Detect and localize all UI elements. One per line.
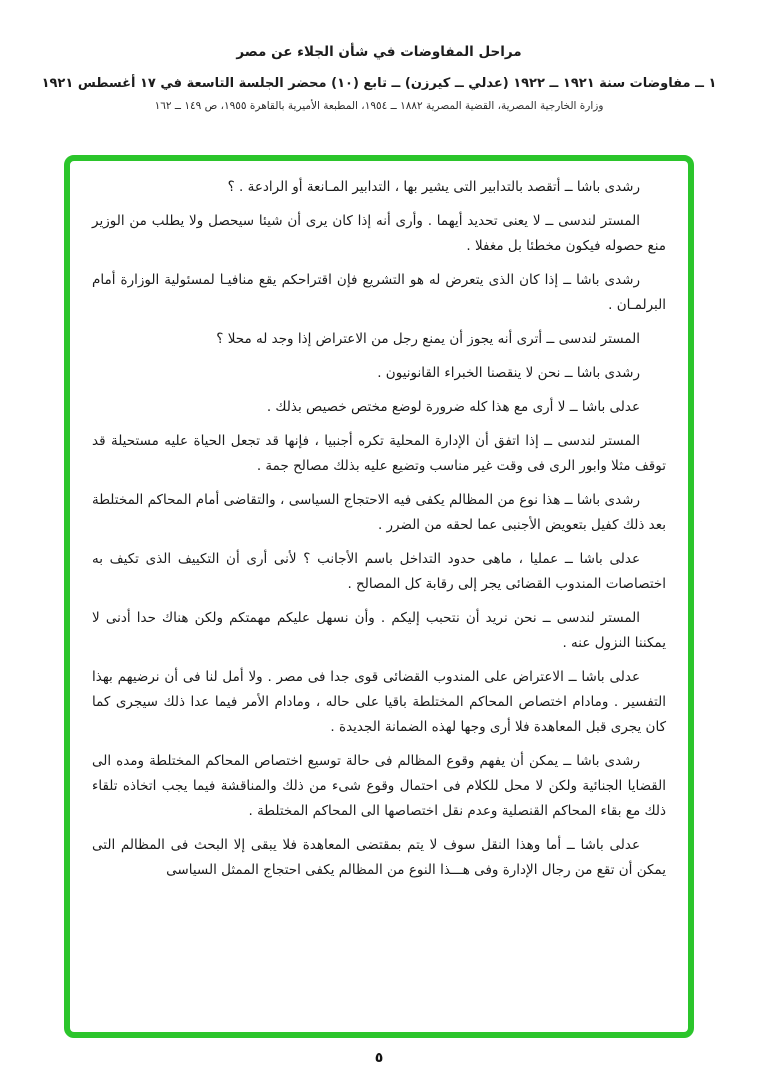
document-source-line: وزارة الخارجية المصرية، القضية المصرية ١٨٨٢ ــ ١٩٥٤، المطبعة الأميرية بالقاهرة ١٩٥٥، ص ١٤٩ ــ ١٦٢ — [154, 100, 604, 112]
speaker-name: عدلى باشا — [581, 399, 640, 415]
speaker-name: رشدى باشا — [576, 365, 640, 381]
dialogue-paragraph: عدلى باشا ــ لا أرى مع هذا كله ضرورة لوضع مختص خصيص بذلك . — [266, 399, 640, 415]
dialogue-paragraph: المستر لندسى ــ نحن نريد أن نتحبب إليكم . وأن نسهل عليكم مهمتكم ولكن هناك حدا أدنى لا يمكننا النزول عنه . — [92, 610, 666, 651]
dialogue-paragraph: رشدى باشا ــ أتقصد بالتدابير التى يشير بها ، التدابير المـانعة أو الرادعة . ؟ — [227, 179, 640, 195]
document-header — [0, 0, 758, 112]
speaker-name: عدلى باشا — [581, 669, 640, 685]
dialogue-paragraph: رشدى باشا ــ هذا نوع من المظالم يكفى فيه الاحتجاج السياسى ، والتقاضى أمام المحاكم المختلطة بعد ذلك كفيل بتعويض الأجنبى عما لحقه من الضرر . — [92, 492, 666, 533]
speaker-name: عدلى باشا — [580, 837, 640, 853]
speaker-name: المستر لندسى — [558, 331, 640, 347]
speaker-name: عدلى باشا — [579, 551, 641, 567]
dialogue-paragraph: المستر لندسى ــ لا يعنى تحديد أيهما . وأرى أنه إذا كان يرى أن شيئا سيحصل ولا يطلب من الوزير منع حصوله فيكون مخطئا بل مغفلا . — [92, 213, 666, 254]
document-subtitle: ١ ــ مفاوضات سنة ١٩٢١ ــ ١٩٢٢ (عدلي ــ كيرزن) ــ تابع (١٠) محضر الجلسة التاسعة في ١٧ أغسطس ١٩٢١ — [41, 76, 717, 91]
dialogue-paragraph: عدلى باشا ــ الاعتراض على المندوب القضائى قوى جدا فى مصر . ولا أمل لنا فى أن نرضيهم بهذا التفسير . ومادام اختصاص المحاكم المختلطة باقيا على حاله ، ومادام الأمر فيما عدا ذلك سيجرى كما كان يجرى قبل المعاهدة فلا أرى وجها لهذه الضمانة الجديدة . — [92, 669, 666, 735]
speaker-name: المستر لندسى — [558, 213, 640, 229]
dialogue-paragraph: رشدى باشا ــ نحن لا ينقصنا الخبراء القانونيون . — [377, 365, 640, 381]
document-title: مراحل المفاوضات في شأن الجلاء عن مصر — [236, 44, 522, 60]
dialogue-paragraph: رشدى باشا ــ إذا كان الذى يتعرض له هو التشريع فإن اقتراحكم يقع منافيـا لمسئولية الوزارة أمام البرلمـان . — [92, 272, 666, 313]
dialogue-paragraph: المستر لندسى ــ إذا اتفق أن الإدارة المحلية تكره أجنبيا ، فإنها قد تجعل الحياة عليه مستحيلة قد توقف مثلا وابور الرى فى وقت غير مناسب وتضيع عليه بذلك مصالح جمة . — [92, 433, 666, 474]
dialogue-paragraph: رشدى باشا ــ يمكن أن يفهم وقوع المظالم فى حالة توسيع اختصاص المحاكم المختلطة ومده الى القضايا الجنائية ولكن لا محل للكلام فى احتمال وقوع شىء من ذلك والمناقشة فيما يجب اتخاذه تلقاء ذلك مع بقاء المحاكم القنصلية وعدم نقل اختصاصها الى المحاكم المختلطة . — [92, 753, 666, 819]
dialogue-paragraph: المستر لندسى ــ أترى أنه يجوز أن يمنع رجل من الاعتراض إذا وجد له محلا ؟ — [216, 331, 640, 347]
highlighted-dialogue-box — [64, 155, 694, 1038]
speaker-name: رشدى باشا — [576, 753, 641, 769]
speaker-name: رشدى باشا — [576, 272, 640, 288]
speaker-name: رشدى باشا — [576, 179, 640, 195]
dialogue-paragraph: عدلى باشا ــ عمليا ، ماهى حدود التداخل باسم الأجانب ؟ لأنى أرى أن التكييف الذى تكيف به اختصاصات المندوب القضائى يجر إلى رقابة كل المصالح . — [92, 551, 666, 592]
page-number: ٥ — [374, 1050, 384, 1066]
speaker-name: رشدى باشا — [576, 492, 640, 508]
dialogue-paragraph: عدلى باشا ــ أما وهذا النقل سوف لا يتم بمقتضى المعاهدة فلا يبقى إلا البحث فى المظالم التى يمكن أن تقع من رجال الإدارة وفى هـــذا النوع من المظالم يكفى احتجاج الممثل السياسى — [92, 837, 666, 878]
speaker-name: المستر لندسى — [557, 433, 640, 449]
speaker-name: المستر لندسى — [556, 610, 640, 626]
